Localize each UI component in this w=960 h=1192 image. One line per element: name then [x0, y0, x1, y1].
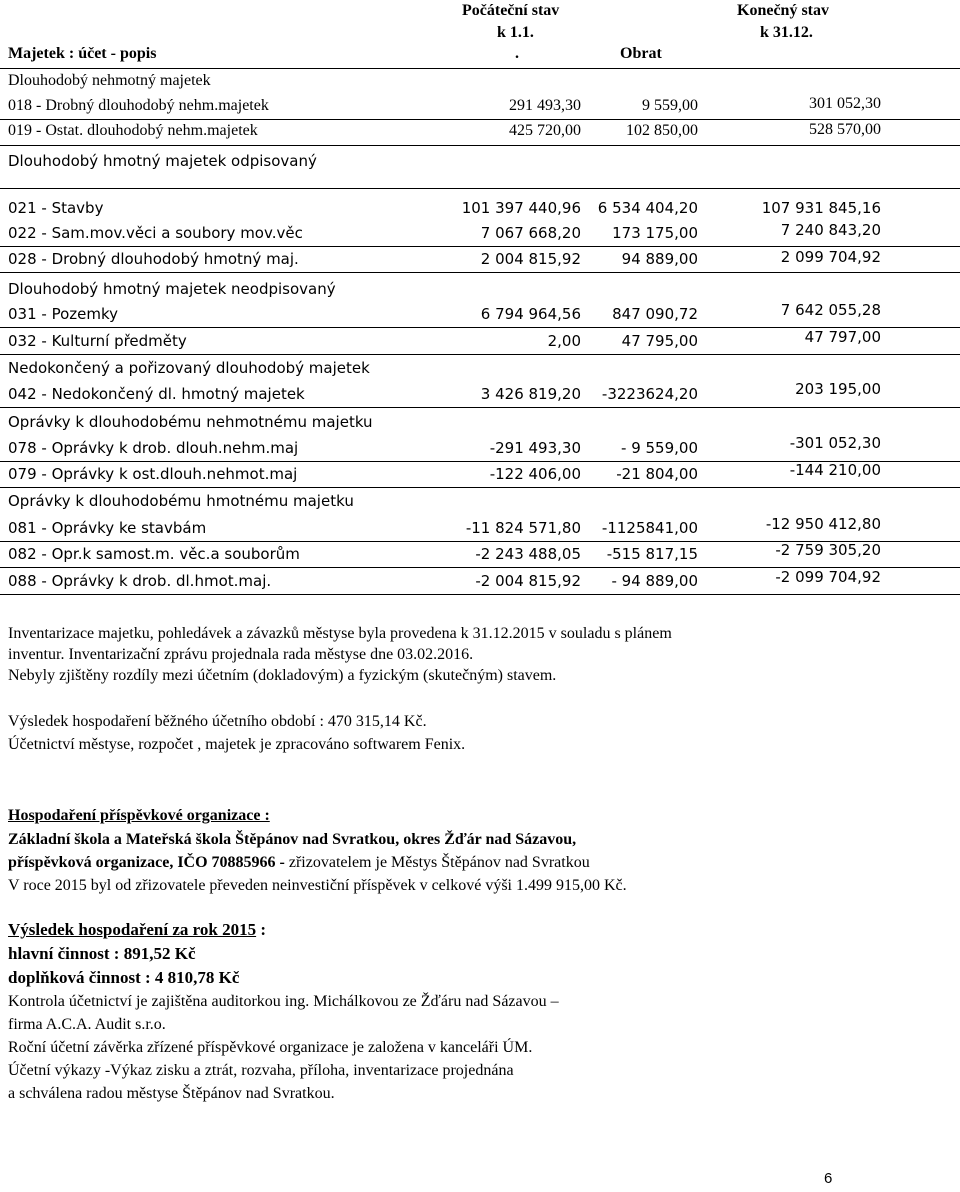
- header-start-title: Počáteční stav: [462, 2, 560, 19]
- row-label: 088 - Oprávky k drob. dl.hmot.maj.: [8, 572, 272, 590]
- row-rule: [0, 119, 960, 120]
- row-change-value: 94 889,00: [621, 250, 698, 268]
- row-end-value: -2 759 305,20: [775, 541, 881, 559]
- row-start-value: -291 493,30: [489, 439, 581, 457]
- row-change-value: -21 804,00: [616, 465, 698, 483]
- header-end-date: k 31.12.: [760, 24, 813, 41]
- row-change-value: 102 850,00: [626, 122, 698, 139]
- result-heading-title: Výsledek hospodaření za rok 2015: [8, 920, 257, 939]
- row-end-value: 7 240 843,20: [780, 221, 881, 239]
- row-rule: [0, 354, 960, 355]
- audit-text-line1: Kontrola účetnictví je zajištěna auditorkou ing. Michálkovou ze Žďáru nad Sázavou –: [8, 993, 559, 1010]
- row-change-value: 173 175,00: [612, 224, 698, 242]
- row-end-value: 47 797,00: [804, 328, 881, 346]
- row-label: 019 - Ostat. dlouhodobý nehm.majetek: [8, 122, 258, 139]
- closing-text-line2: Účetní výkazy -Výkaz zisku a ztrát, rozvaha, příloha, inventarizace projednána: [8, 1062, 514, 1079]
- row-rule: [0, 407, 960, 408]
- row-change-value: -3223624,20: [601, 385, 698, 403]
- main-activity-result: hlavní činnost : 891,52 Kč: [8, 944, 196, 963]
- row-end-value: -2 099 704,92: [775, 568, 881, 586]
- row-start-value: -11 824 571,80: [465, 519, 581, 537]
- section-title: Oprávky k dlouhodobému hmotnému majetku: [8, 492, 354, 510]
- inventory-text-line2: inventur. Inventarizační zprávu projednala rada městyse dne 03.02.2016.: [8, 646, 474, 663]
- row-end-value: 528 570,00: [809, 121, 881, 138]
- organization-founder: zřizovatelem je Městys Štěpánov nad Svratkou: [284, 854, 590, 871]
- row-change-value: 847 090,72: [612, 305, 698, 323]
- row-label: 078 - Oprávky k drob. dlouh.nehm.maj: [8, 439, 299, 457]
- row-start-value: 2 004 815,92: [480, 250, 581, 268]
- organization-id: příspěvková organizace, IČO 70885966 -: [8, 854, 285, 871]
- row-start-value: 291 493,30: [509, 97, 581, 114]
- row-label: 031 - Pozemky: [8, 305, 119, 323]
- closing-text-line1: Roční účetní závěrka zřízené příspěvkové organizace je založena v kanceláři ÚM.: [8, 1039, 533, 1056]
- contribution-text: V roce 2015 byl od zřizovatele převeden neinvestiční příspěvek v celkové výši 1.499 915,00 Kč.: [8, 877, 627, 894]
- result-heading-colon: :: [256, 920, 267, 939]
- row-change-value: -1125841,00: [601, 519, 698, 537]
- row-label: 018 - Drobný dlouhodobý nehm.majetek: [8, 97, 269, 114]
- organization-heading: Hospodaření příspěvkové organizace :: [8, 807, 270, 824]
- table-bottom-rule: [0, 594, 960, 595]
- row-end-value: 301 052,30: [809, 95, 881, 112]
- result-heading: [8, 920, 266, 940]
- section-title: Nedokončený a pořizovaný dlouhodobý majetek: [8, 359, 370, 377]
- row-label: 079 - Oprávky k ost.dlouh.nehmot.maj: [8, 465, 298, 483]
- row-start-value: 101 397 440,96: [461, 199, 581, 217]
- row-end-value: 7 642 055,28: [780, 301, 881, 319]
- closing-text-line3: a schválena radou městyse Štěpánov nad Svratkou.: [8, 1085, 335, 1102]
- section-title: Dlouhodobý nehmotný majetek: [8, 72, 211, 89]
- row-rule: [0, 188, 960, 189]
- header-start-dot: .: [515, 45, 519, 62]
- row-end-value: -144 210,00: [789, 461, 881, 479]
- row-label: 021 - Stavby: [8, 199, 104, 217]
- row-label: 081 - Oprávky ke stavbám: [8, 519, 207, 537]
- header-change-title: Obrat: [620, 45, 662, 62]
- inventory-text-line1: Inventarizace majetku, pohledávek a závazků městyse byla provedena k 31.12.2015 v souladu s plánem: [8, 625, 672, 642]
- organization-name: Základní škola a Mateřská škola Štěpánov nad Svratkou, okres Žďár nad Sázavou,: [8, 831, 577, 848]
- header-end-title: Konečný stav: [737, 2, 829, 19]
- row-end-value: -12 950 412,80: [765, 515, 881, 533]
- row-rule: [0, 145, 960, 146]
- economic-result-text: Výsledek hospodaření běžného účetního období : 470 315,14 Kč.: [8, 713, 427, 730]
- row-label: 042 - Nedokončený dl. hmotný majetek: [8, 385, 305, 403]
- row-label: 022 - Sam.mov.věci a soubory mov.věc: [8, 224, 303, 242]
- row-change-value: 6 534 404,20: [597, 199, 698, 217]
- row-change-value: 9 559,00: [642, 97, 698, 114]
- row-change-value: - 9 559,00: [621, 439, 698, 457]
- section-title: Oprávky k dlouhodobému nehmotnému majetku: [8, 413, 373, 431]
- header-start-date: k 1.1.: [497, 24, 534, 41]
- row-end-value: 107 931 845,16: [761, 199, 881, 217]
- row-start-value: 6 794 964,56: [480, 305, 581, 323]
- inventory-text-line3: Nebyly zjištěny rozdíly mezi účetním (dokladovým) a fyzickým (skutečným) stavem.: [8, 667, 557, 684]
- row-change-value: - 94 889,00: [611, 572, 698, 590]
- section-title: Dlouhodobý hmotný majetek odpisovaný: [8, 152, 317, 170]
- row-start-value: 425 720,00: [509, 122, 581, 139]
- row-end-value: -301 052,30: [789, 434, 881, 452]
- row-label: 028 - Drobný dlouhodobý hmotný maj.: [8, 250, 299, 268]
- software-text: Účetnictví městyse, rozpočet , majetek je zpracováno softwarem Fenix.: [8, 736, 466, 753]
- row-start-value: -2 004 815,92: [475, 572, 581, 590]
- side-activity-result: doplňková činnost : 4 810,78 Kč: [8, 968, 240, 987]
- row-start-value: -2 243 488,05: [475, 545, 581, 563]
- row-end-value: 2 099 704,92: [780, 248, 881, 266]
- row-rule: [0, 487, 960, 488]
- audit-text-line2: firma A.C.A. Audit s.r.o.: [8, 1016, 166, 1033]
- row-label: 032 - Kulturní předměty: [8, 332, 187, 350]
- row-start-value: 3 426 819,20: [480, 385, 581, 403]
- row-start-value: 7 067 668,20: [480, 224, 581, 242]
- row-end-value: 203 195,00: [795, 380, 881, 398]
- page-number: 6: [824, 1170, 833, 1187]
- row-rule: [0, 246, 960, 247]
- header-rule: [0, 68, 960, 69]
- row-change-value: -515 817,15: [606, 545, 698, 563]
- section-title: Dlouhodobý hmotný majetek neodpisovaný: [8, 280, 336, 298]
- row-label: 082 - Opr.k samost.m. věc.a souborům: [8, 545, 300, 563]
- row-start-value: 2,00: [547, 332, 581, 350]
- row-change-value: 47 795,00: [621, 332, 698, 350]
- organization-id-line: [8, 853, 590, 873]
- header-label: Majetek : účet - popis: [8, 45, 157, 62]
- row-start-value: -122 406,00: [489, 465, 581, 483]
- row-rule: [0, 272, 960, 273]
